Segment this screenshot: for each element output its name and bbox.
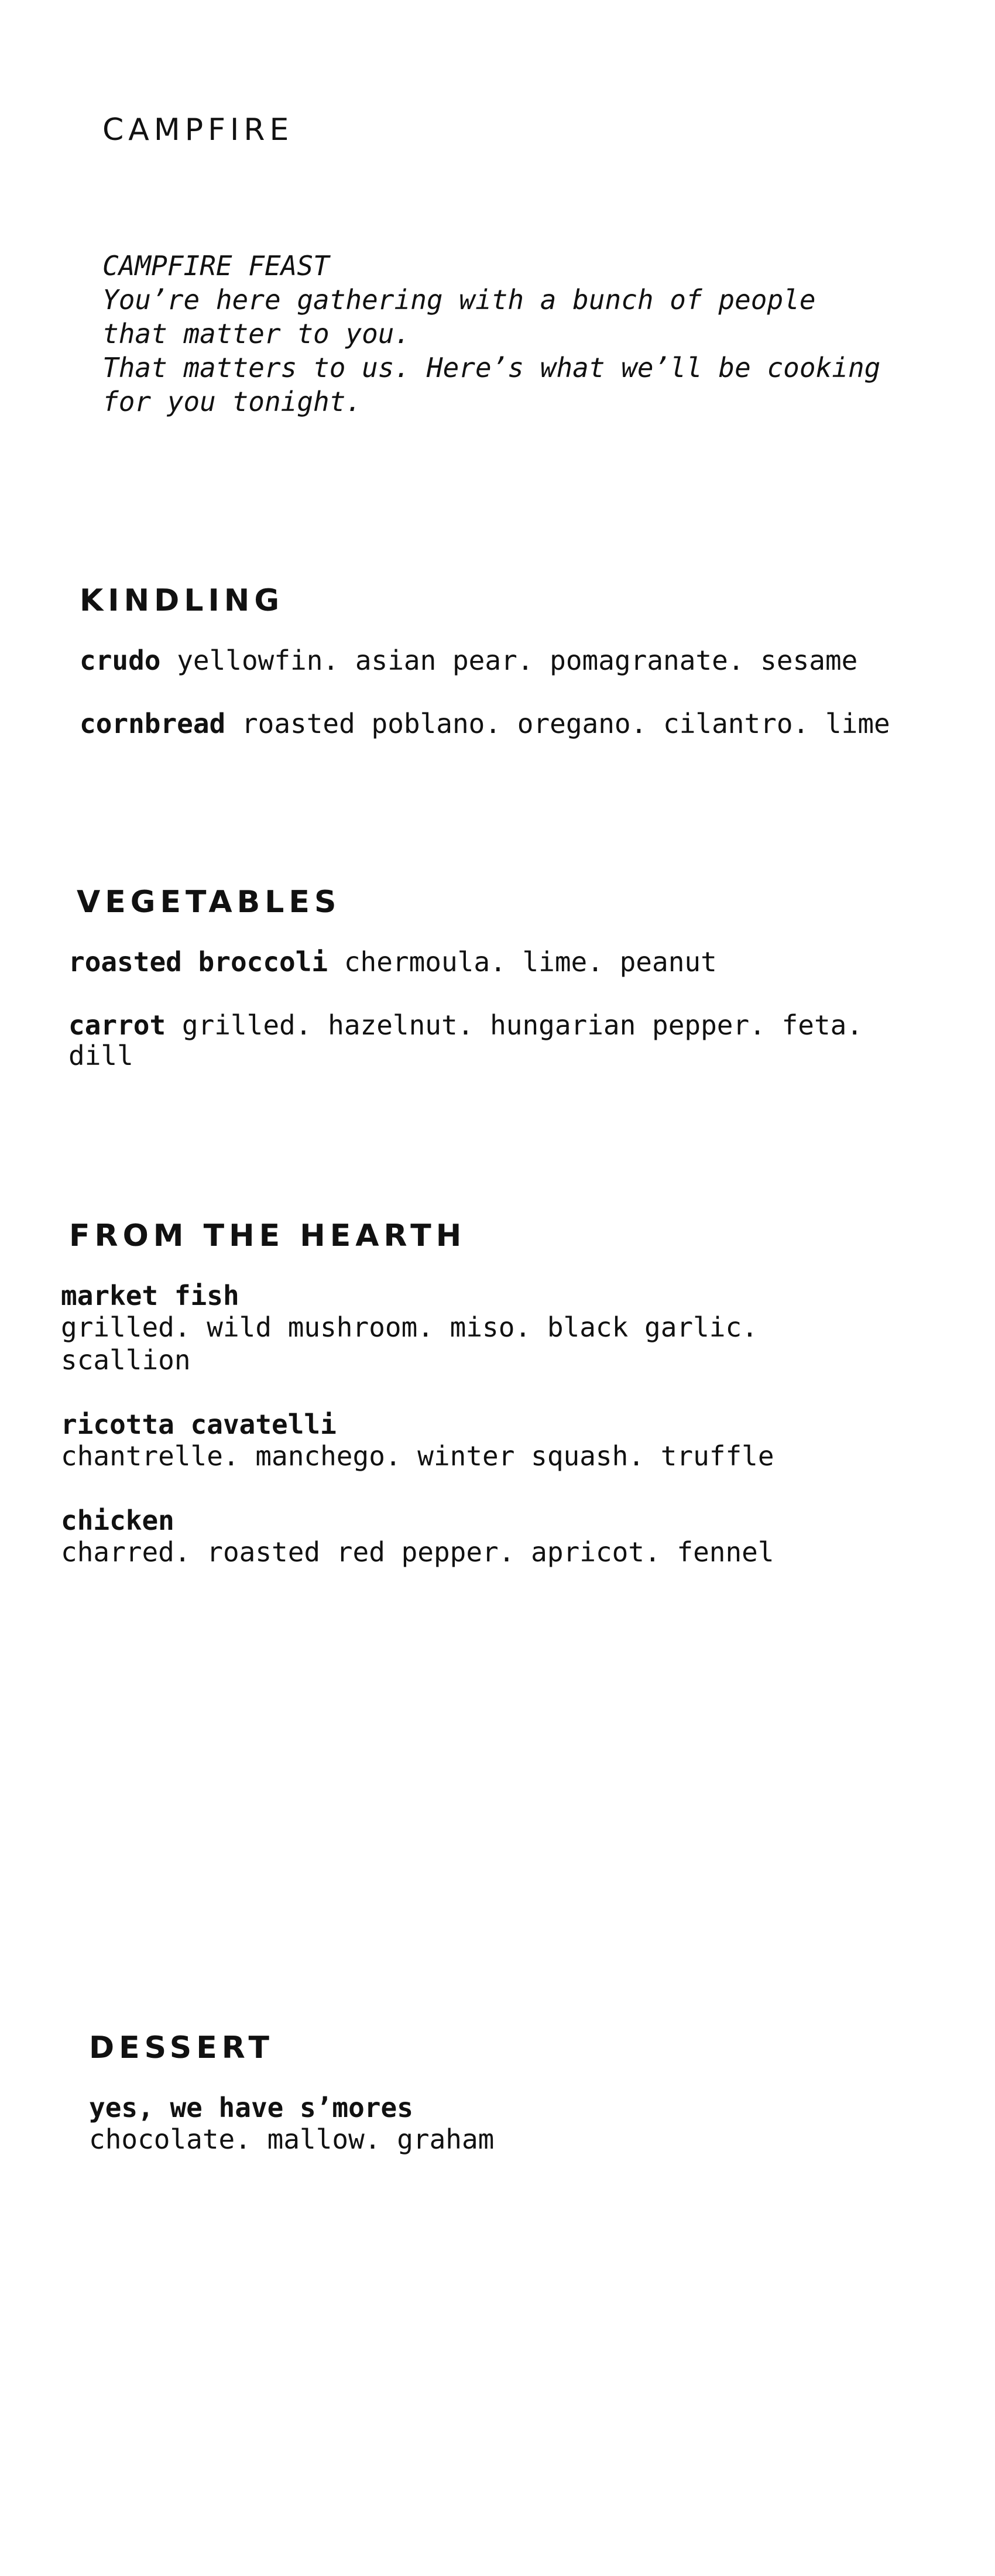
item-description: yellowfin. asian pear. pomagranate. sesame [177,645,858,676]
item-description: chantrelle. manchego. winter squash. truffle [61,1440,774,1472]
section-dessert [89,2030,920,2188]
item-name: crudo [80,645,161,676]
item-name: cornbread [80,708,226,739]
item-description: roasted poblano. oregano. cilantro. lime [241,708,890,739]
intro-text [102,249,893,419]
item-description: grilled. wild mushroom. miso. black garlic. scallion [61,1311,758,1376]
restaurant-name: CAMPFIRE [102,112,294,148]
item-description: charred. roasted red pepper. apricot. fennel [61,1536,774,1568]
item-description: grilled. hazelnut. hungarian pepper. feta. dill [68,1009,863,1071]
item-name: yes, we have s’mores [89,2092,413,2123]
item-name: roasted broccoli [68,946,328,978]
menu-item-smores [89,2092,920,2156]
section-heading: KINDLING [80,583,284,618]
section-heading: DESSERT [89,2030,274,2065]
item-name: ricotta cavatelli [61,1409,337,1440]
section-vegetables [68,885,908,1104]
section-heading: FROM THE HEARTH [69,1218,466,1253]
intro-line-1: You’re here gathering with a bunch of people that matter to you. [102,284,816,350]
menu-item-ricotta-cavatelli [61,1409,900,1472]
item-name: chicken [61,1505,174,1536]
section-kindling [80,585,911,772]
intro-line-2: That matters to us. Here’s what we’ll be cooking for you tonight. [102,352,881,417]
item-description: chermoula. lime. peanut [344,946,717,978]
item-name: market fish [61,1280,239,1311]
menu-item-cornbread [80,708,911,739]
section-heading: VEGETABLES [77,885,341,920]
menu-item-carrot [68,1010,908,1071]
menu-item-market-fish [61,1280,900,1376]
section-from-the-hearth [61,1218,900,1601]
item-name: carrot [68,1009,166,1041]
intro-title: CAMPFIRE FEAST [102,250,330,282]
menu-item-roasted-broccoli [68,947,908,977]
menu-item-crudo [80,645,911,676]
item-description: chocolate. mallow. graham [89,2123,495,2155]
menu-item-chicken [61,1505,900,1568]
